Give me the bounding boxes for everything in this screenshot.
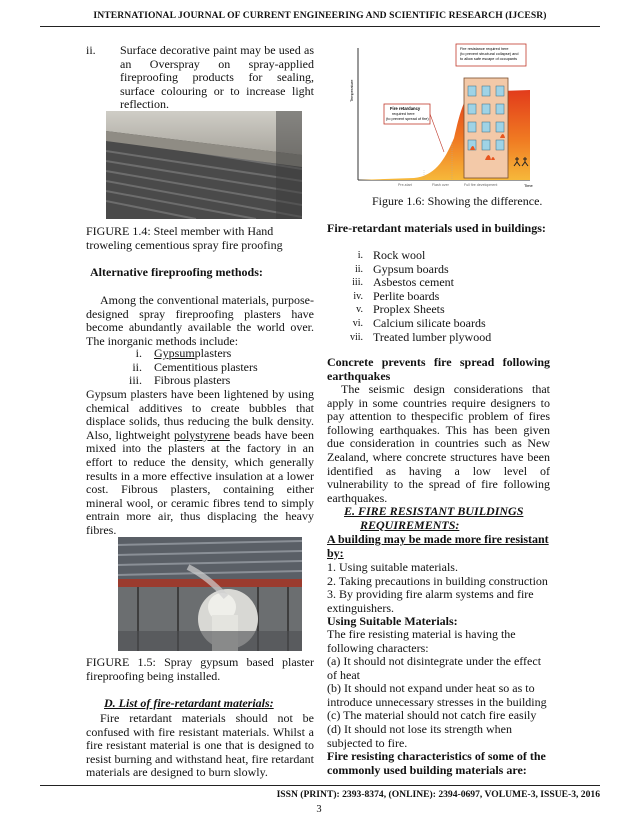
fr-text: Treated lumber plywood [373, 329, 492, 344]
inorganic-text: Fibrous plasters [154, 373, 231, 388]
alternative-methods-paragraph: Among the conventional materials, purpose-designed spray fireproofing plasters have become abundantly available the world over. The inorganic methods include: [86, 293, 314, 348]
fr-item [327, 303, 550, 317]
concrete-paragraph: The seismic design considerations that apply in some countries require designers to pay attention to thespecific problem of fires following earthquakes. This has been given due consideration in countries such as New Zealand, where concrete structures have been identified as having a low level of vulnerability to the spread of fire following earthquakes. [327, 382, 550, 505]
alternative-methods-heading: Alternative fireproofing methods: [90, 265, 263, 279]
fr-text: Proplex Sheets [373, 302, 445, 317]
suitable-materials-intro: The fire resisting material is having the following characters: [327, 627, 516, 655]
figure-1-5-photo [118, 537, 302, 651]
figure-1-6-caption: Figure 1.6: Showing the difference. [372, 194, 543, 208]
page-number: 3 [316, 804, 322, 815]
inorganic-num: iii. [128, 373, 142, 388]
suitable-materials-heading: Using Suitable Materials: [327, 614, 458, 628]
phase-label: Flash over [432, 183, 449, 187]
fr-item [327, 317, 550, 331]
fr-num: i. [357, 250, 363, 261]
fr-item [327, 331, 550, 345]
figure-1-4-photo [106, 111, 302, 219]
item-ii-line: an Overspray on spray-applied [120, 56, 314, 71]
e-heading-line: E. FIRE RESISTANT BUILDINGS [344, 504, 524, 518]
character-item: (c) The material should not catch fire easily [327, 708, 537, 723]
inorganic-item [86, 361, 314, 375]
journal-footer: ISSN (PRINT): 2393-8374, (ONLINE): 2394-0697, VOLUME-3, ISSUE-3, 2016 [276, 789, 600, 800]
character-item: (a) It should not disintegrate under the effect of heat [327, 654, 542, 682]
header-rule [40, 26, 600, 27]
y-axis-label: Temperature [349, 79, 354, 102]
e-heading [344, 505, 567, 532]
made-item: 1. Using suitable materials. [327, 560, 458, 574]
x-axis-label: Time [524, 183, 533, 188]
fr-num: v. [356, 304, 363, 316]
character-item: (b) It should not expand under heat so as to introduce unnecessary stresses in the building [327, 681, 547, 709]
inorganic-text: plasters [194, 346, 232, 360]
fr-item [327, 276, 550, 290]
gypsum-paragraph-text: Gypsum plasters have been lightened by using chemical additives to create bubbles that displace solids, thus reducing the bulk density. Also, lightweight [86, 387, 314, 442]
d-heading: D. List of fire-retardant materials: [104, 696, 274, 710]
characteristics-heading: Fire resisting characteristics of some of the commonly used building materials are: [327, 749, 546, 777]
inorganic-text: Cementitious plasters [154, 359, 258, 374]
item-ii-line: reflection. [120, 97, 169, 112]
item-ii-text [120, 44, 314, 112]
item-ii-line: Surface decorative paint may be used as [120, 43, 314, 57]
box1-line: Fire resistance required here [460, 47, 509, 51]
inorganic-num: ii. [132, 359, 142, 374]
fr-num: vii. [349, 331, 363, 343]
box2-line: Fire retardancy [390, 106, 421, 111]
item-ii [86, 44, 314, 112]
polystyrene-link[interactable]: polystyrene [173, 427, 230, 442]
fr-text: Gypsum boards [373, 261, 449, 276]
figure-1-4-caption: FIGURE 1.4: Steel member with Hand troweling cementious spray fire proofing [86, 224, 283, 252]
inorganic-list [86, 347, 314, 388]
fr-num: iii. [352, 277, 363, 289]
inorganic-num: i. [135, 346, 142, 360]
inorganic-item [86, 374, 314, 388]
gypsum-paragraph-text: beads have been mixed into the plasters at the factory in an effort to reduce the density, which generally results in a more effective insulation at a lower cost. Fibrous plasters, containing either mineral wool, or ceramic fibres tend to simply entrain more air, thus displacing the heavy fibres. [86, 427, 314, 537]
fr-text: Calcium silicate boards [373, 315, 486, 330]
characters-list [327, 655, 550, 750]
footer-rule [40, 785, 600, 786]
item-ii-line: surface colouring or to increase light [120, 83, 314, 98]
fr-item [327, 263, 550, 277]
fr-num: iv. [353, 290, 363, 302]
fr-num: ii. [354, 263, 363, 275]
phase-label: Pre-start [398, 183, 412, 187]
fr-item [327, 290, 550, 304]
d-paragraph: Fire retardant materials should not be confused with fire resistant materials. Whilst a fire resistant material is one that is designed to resist burning and withstand heat, fire retardant materials are designed to burn slowly. [86, 711, 314, 780]
box2-line: required here [392, 112, 415, 116]
figure-1-5-caption: FIGURE 1.5: Spray gypsum based plaster fireproofing being installed. [86, 655, 314, 683]
inorganic-item [86, 347, 314, 361]
more-fire-resistant-list [327, 561, 550, 615]
character-item: (d) It should not lose its strength when subjected to fire. [327, 721, 512, 750]
e-heading-line: REQUIREMENTS: [360, 517, 460, 532]
fire-retardant-heading: Fire-retardant materials used in buildings: [327, 221, 546, 235]
fr-text: Perlite boards [373, 288, 440, 303]
fr-num: vi. [352, 317, 363, 329]
box2-line: (to prevent spread of fire) [386, 117, 429, 121]
made-item: 3. By providing fire alarm systems and fire extinguishers. [327, 587, 534, 615]
made-item: 2. Taking precautions in building construction [327, 573, 548, 588]
fr-text: Rock wool [373, 248, 426, 262]
item-ii-line: fireproofing products for sealing, [120, 70, 314, 85]
box1-line: to allow safe escape of occupants [460, 57, 517, 61]
fr-item [327, 249, 550, 263]
fire-curve-diagram [344, 42, 540, 190]
gypsum-paragraph [86, 388, 314, 538]
concrete-heading: Concrete prevents fire spread following earthquakes [327, 355, 550, 383]
gypsum-link[interactable]: Gypsum [154, 346, 195, 360]
journal-header: INTERNATIONAL JOURNAL OF CURRENT ENGINEERING AND SCIENTIFIC RESEARCH (IJCESR) [93, 10, 547, 21]
more-fire-resistant-heading: A building may be made more fire resistant by: [327, 532, 549, 560]
fr-text: Asbestos cement [373, 275, 454, 290]
fire-retardant-list [327, 249, 550, 344]
box1-line: (to prevent structural collapse) and [460, 52, 519, 56]
phase-label: Full fire development [464, 183, 498, 187]
item-ii-number: ii. [86, 43, 96, 57]
